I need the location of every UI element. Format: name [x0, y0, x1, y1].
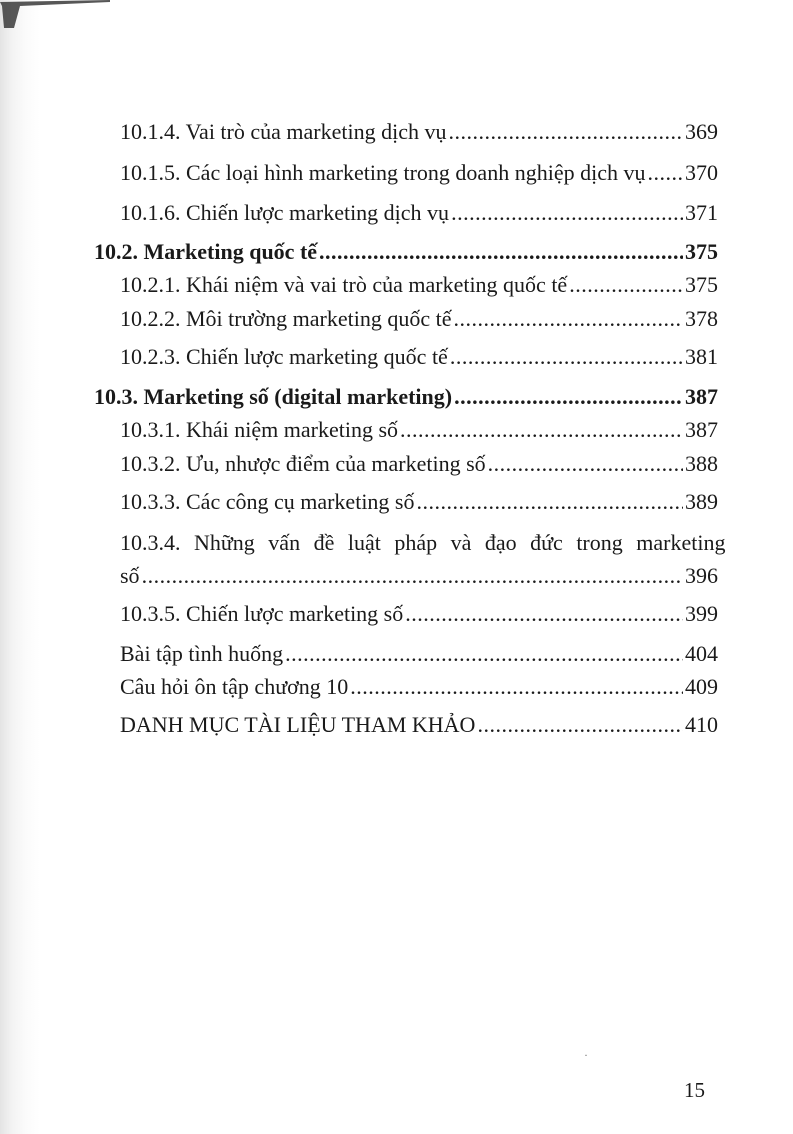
toc-entry	[120, 118, 718, 146]
toc-section-heading	[94, 238, 718, 266]
toc-entry	[120, 488, 718, 516]
toc-entry-page: 381	[685, 344, 718, 369]
toc-entry-page: 389	[685, 489, 718, 514]
toc-leader-dots	[319, 238, 683, 266]
toc-entry	[120, 640, 718, 668]
toc-leader-dots	[285, 640, 683, 668]
toc-leader-dots	[454, 383, 683, 411]
toc-entry	[120, 562, 718, 590]
toc-entry-page: 404	[685, 641, 718, 666]
toc-leader-dots	[477, 711, 683, 739]
toc-entry	[120, 199, 718, 227]
toc-leader-dots	[450, 343, 683, 371]
toc-entry-label: 10.2.1. Khái niệm và vai trò của marketing quốc tế	[120, 272, 568, 297]
toc-entry-page: 387	[685, 417, 718, 442]
toc-entry	[120, 159, 718, 187]
toc-leader-dots	[647, 159, 683, 187]
toc-leader-dots	[451, 199, 683, 227]
toc-entry-page: 388	[685, 451, 718, 476]
toc-leader-dots	[142, 562, 683, 590]
toc-entry-label-line2: số	[120, 563, 140, 588]
page-number: 15	[684, 1078, 705, 1102]
toc-entry-label: 10.3. Marketing số (digital marketing)	[94, 384, 453, 409]
toc-entry-label: 10.2.3. Chiến lược marketing quốc tế	[120, 344, 448, 369]
toc-entry-page: 371	[685, 200, 718, 225]
toc-section-heading	[94, 383, 718, 411]
toc-entry-page: 378	[685, 306, 718, 331]
toc-entry-page: 399	[685, 601, 718, 626]
toc-entry-label: 10.2. Marketing quốc tế	[94, 239, 318, 264]
toc-entry-label: 10.1.5. Các loại hình marketing trong doanh nghiệp dịch vụ	[120, 160, 646, 185]
toc-entry-label: 10.2.2. Môi trường marketing quốc tế	[120, 306, 452, 331]
scan-speck: ·	[584, 1048, 588, 1062]
toc-entry-page: 387	[685, 384, 718, 409]
toc-entry-page: 396	[685, 563, 718, 588]
toc-entry	[120, 305, 718, 333]
toc-entry-label: 10.3.1. Khái niệm marketing số	[120, 417, 399, 442]
toc-entry-page: 409	[685, 674, 718, 699]
toc-entry-label: 10.3.3. Các công cụ marketing số	[120, 489, 415, 514]
toc-entry	[120, 343, 718, 371]
toc-entry-page: 375	[685, 239, 718, 264]
toc-entry	[120, 271, 718, 299]
toc-entry-page: 410	[685, 712, 718, 737]
corner-scan-mark	[0, 0, 110, 28]
toc-entry-label: Bài tập tình huống	[120, 641, 284, 666]
toc-entry	[120, 673, 718, 701]
toc-entry-label: 10.1.4. Vai trò của marketing dịch vụ	[120, 119, 447, 144]
toc-leader-dots	[488, 450, 683, 478]
toc-entry-page: 375	[685, 272, 718, 297]
toc-entry-label: DANH MỤC TÀI LIỆU THAM KHẢO	[120, 712, 476, 737]
toc-leader-dots	[350, 673, 683, 701]
toc-leader-dots	[417, 488, 684, 516]
toc-leader-dots	[454, 305, 683, 333]
toc-entry	[120, 416, 718, 444]
toc-entry-label: 10.3.2. Ưu, nhược điểm của marketing số	[120, 451, 486, 476]
toc-entry-page: 369	[685, 119, 718, 144]
toc-entry-page: 370	[685, 160, 718, 185]
toc-entry	[120, 711, 718, 739]
toc-leader-dots	[569, 271, 683, 299]
scan-edge-shadow	[0, 0, 40, 1134]
toc-entry-label: Câu hỏi ôn tập chương 10	[120, 674, 349, 699]
toc-entry	[120, 600, 718, 628]
toc-entry	[120, 450, 718, 478]
toc-leader-dots	[405, 600, 683, 628]
toc-leader-dots	[448, 118, 683, 146]
toc-leader-dots	[400, 416, 683, 444]
toc-entry-label-line1: 10.3.4. Những vấn đề luật pháp và đạo đức trong marketing	[120, 530, 726, 555]
toc-entry-label: 10.3.5. Chiến lược marketing số	[120, 601, 404, 626]
toc-entry-label: 10.1.6. Chiến lược marketing dịch vụ	[120, 200, 450, 225]
